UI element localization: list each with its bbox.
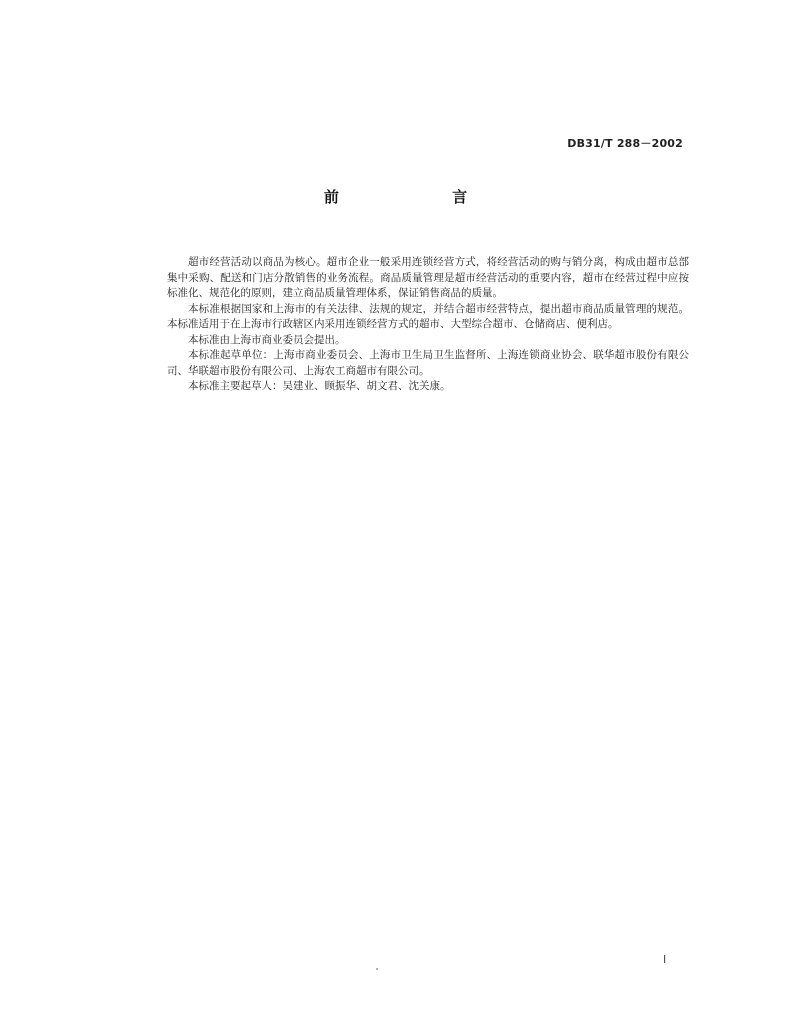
paragraph: 本标准主要起草人：吴建业、顾振华、胡文君、沈关康。 xyxy=(188,380,451,392)
paragraph: 本标准根据国家和上海市的有关法律、法规的规定，并结合超市经营特点，提出超市商品质量管理的规范。本标准适用于在上海市行政辖区内采用连锁经营方式的超市、大型综合超市、仓储商店、便利店。 xyxy=(167,302,689,330)
page-title: 前 言 xyxy=(323,188,522,206)
scan-artifact xyxy=(376,968,378,970)
paragraph: 本标准由上海市商业委员会提出。 xyxy=(188,333,346,346)
standard-code: DB31/T 288－2002 xyxy=(567,137,683,150)
foreword-body xyxy=(167,255,689,395)
page-number: I xyxy=(663,953,667,966)
paragraph: 本标准起草单位：上海市商业委员会、上海市卫生局卫生监督所、上海连锁商业协会、联华超市股份有限公司、华联超市股份有限公司、上海农工商超市有限公司。 xyxy=(167,349,689,377)
paragraph: 超市经营活动以商品为核心。超市企业一般采用连锁经营方式，将经营活动的购与销分离，构成由超市总部集中采购、配送和门店分散销售的业务流程。商品质量管理是超市经营活动的重要内容，超市在经营过程中应按标准化、规范化的原则，建立商品质量管理体系，保证销售商品的质量。 xyxy=(167,256,689,299)
